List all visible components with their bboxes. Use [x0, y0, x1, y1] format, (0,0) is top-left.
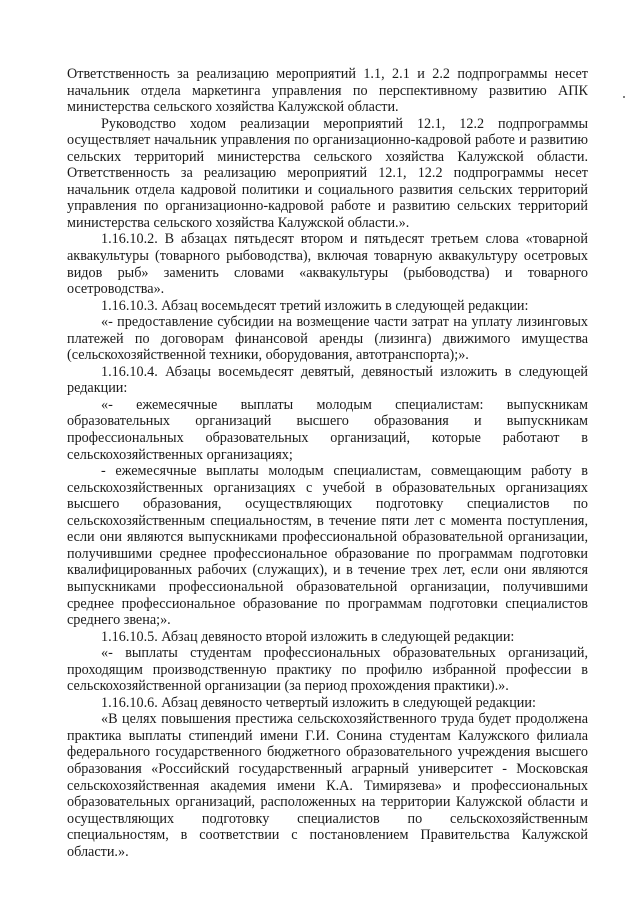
document-body — [67, 66, 588, 860]
paragraph-practice-payments: «- выплаты студентам профессиональных образовательных организаций, проходящим производственную практику по профилю избранной профессии в сельскохозяйственной организации (за период прохождения практики).». — [67, 645, 588, 695]
paragraph-1-16-10-6: 1.16.10.6. Абзац девяносто четвертый изложить в следующей редакции: — [101, 694, 536, 711]
paragraph-1-16-10-3: 1.16.10.3. Абзац восемьдесят третий изложить в следующей редакции: — [101, 297, 529, 314]
scan-speck — [623, 96, 625, 98]
paragraph-leasing-subsidy: «- предоставление субсидии на возмещение части затрат на уплату лизинговых платежей по договорам финансовой аренды (лизинга) движимого имущества (сельскохозяйственной техники, оборудования, автотранспорта);». — [67, 314, 588, 364]
paragraph-1-16-10-5: 1.16.10.5. Абзац девяносто второй изложить в следующей редакции: — [101, 628, 515, 645]
paragraph-1-16-10-4: 1.16.10.4. Абзацы восемьдесят девятый, девяностый изложить в следующей редакции: — [67, 363, 588, 397]
paragraph-management-measures: Руководство ходом реализации мероприятий 12.1, 12.2 подпрограммы осуществляет начальник управления по организационно-кадровой работе и развитию сельских территорий министерства сельского хозяйства Калужской области. Ответственность за реализацию мероприятий 12.1, 12.2 подпрограммы несет начальник отдела кадровой политики и социального развития сельских территорий управления по организационно-кадровой работе и развитию сельских территорий министерства сельского хозяйства Калужской области.». — [67, 115, 588, 231]
paragraph-sonin-scholarship: «В целях повышения престижа сельскохозяйственного труда будет продолжена практика выплаты стипендий имени Г.И. Сонина студентам Калужского филиала федерального государственного бюджетного образовательного учреждения высшего образования «Российский государственный аграрный университет - Московская сельскохозяйственная академия имени К.А. Тимирязева» и профессиональных образовательных организаций, расположенных на территории Калужской области и осуществляющих подготовку специалистов по сельскохозяйственным специальностям, в соответствии с постановлением Правительства Калужской области.». — [67, 711, 588, 860]
paragraph-1-16-10-2: 1.16.10.2. В абзацах пятьдесят втором и пятьдесят третьем слова «товарной аквакультуры (товарного рыбоводства), включая товарную аквакультуру осетровых видов рыб» заменить словами «аквакультуры (рыбоводства) и товарного осетроводства». — [67, 231, 588, 298]
paragraph-monthly-payments-graduates: «- ежемесячные выплаты молодым специалистам: выпускникам образовательных организаций высшего образования и выпускникам профессиональных образовательных организаций, которые работают в сельскохозяйственных организациях; — [67, 396, 588, 463]
paragraph-responsibility-marketing: Ответственность за реализацию мероприятий 1.1, 2.1 и 2.2 подпрограммы несет начальник отдела маркетинга управления по перспективному развитию АПК министерства сельского хозяйства Калужской области. — [67, 66, 588, 116]
paragraph-monthly-payments-students: - ежемесячные выплаты молодым специалистам, совмещающим работу в сельскохозяйственных организациях с учебой в образовательных организациях высшего образования, осуществляющих подготовку специалистов по сельскохозяйственным специальностям, в течение пяти лет с момента поступления, если они являются выпускниками профессиональной образовательной организации, получившими среднее профессиональное образование по программам подготовки квалифицированных рабочих (служащих), и в течение трех лет, если они являются выпускниками профессиональной образовательной организации, получившими среднее профессиональное образование по программам подготовки специалистов среднего звена;». — [67, 463, 588, 629]
